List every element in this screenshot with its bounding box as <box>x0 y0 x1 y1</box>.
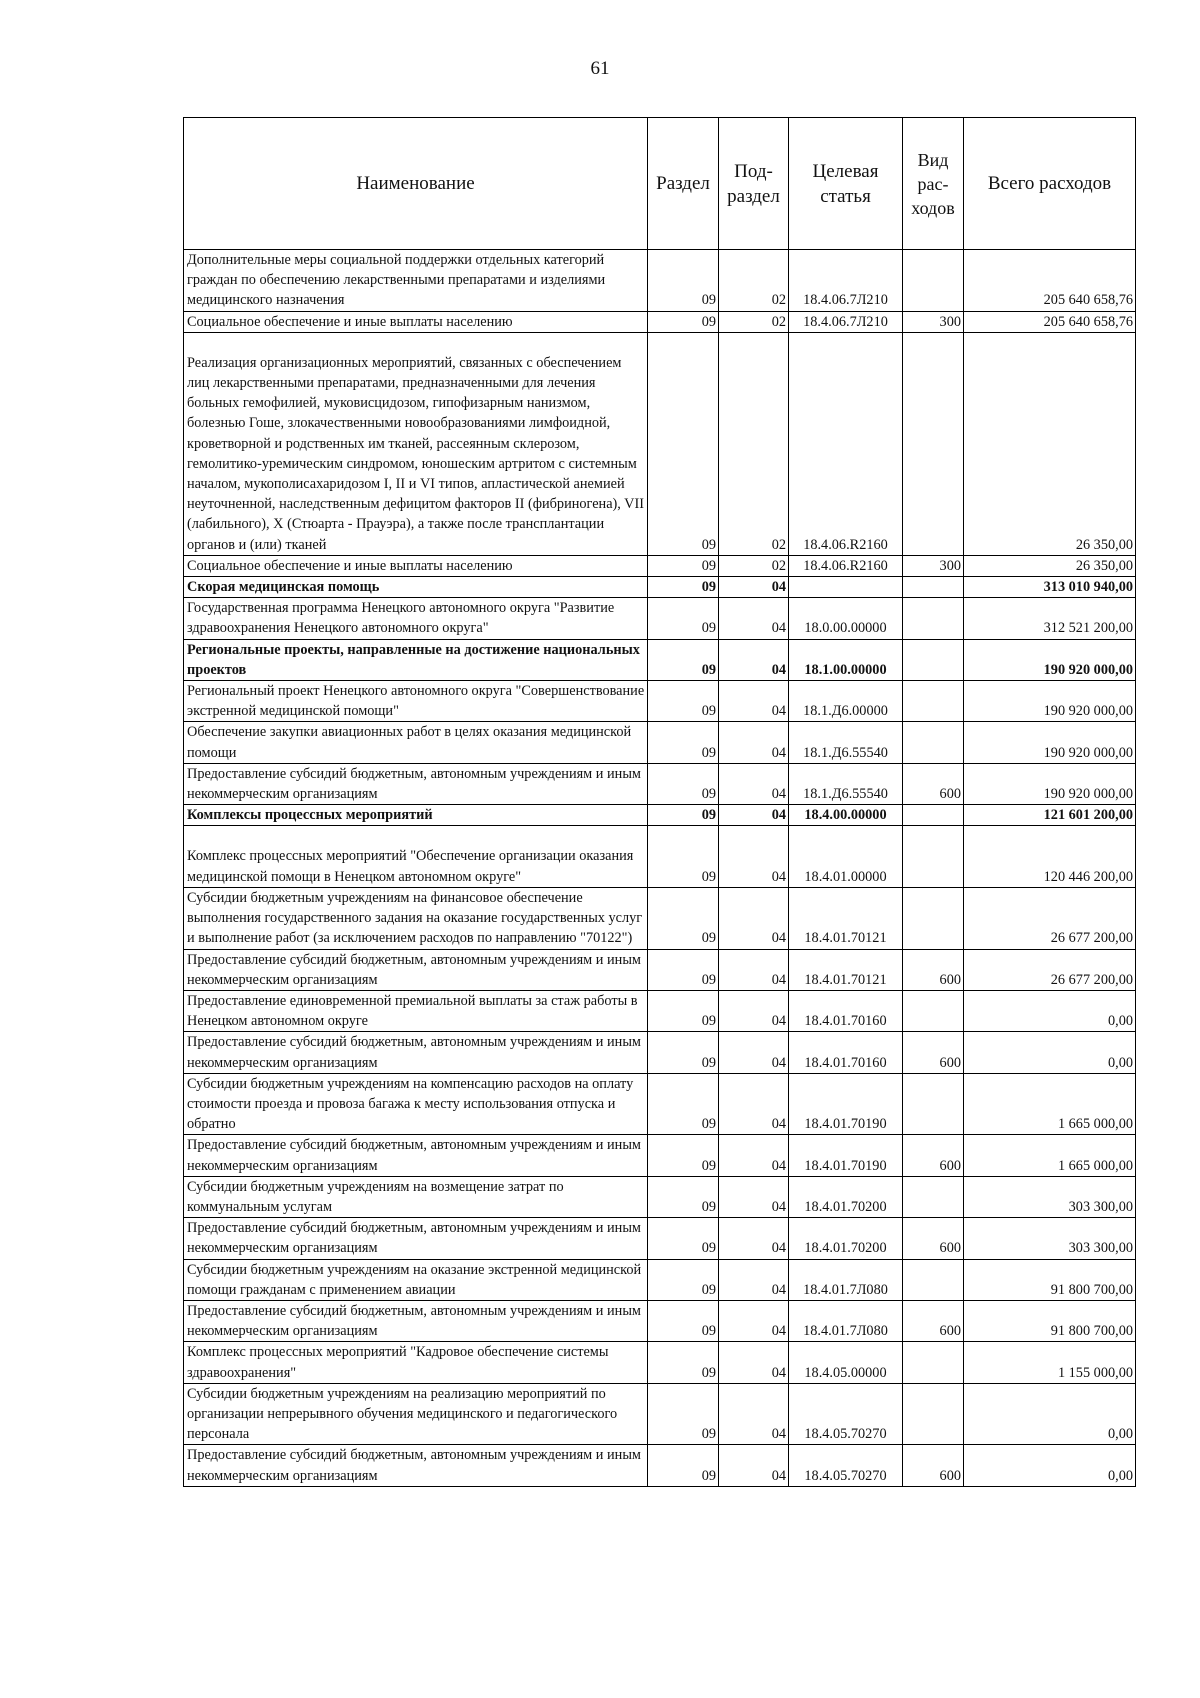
row-kind <box>903 1342 964 1383</box>
row-name: Предоставление субсидий бюджетным, автономным учреждениям и иным некоммерческим организациям <box>184 1300 648 1341</box>
row-subsection: 04 <box>719 887 789 949</box>
row-section: 09 <box>648 555 719 576</box>
row-total: 26 350,00 <box>964 332 1136 555</box>
row-target: 18.1.00.00000 <box>789 639 903 680</box>
row-subsection: 04 <box>719 598 789 639</box>
row-kind <box>903 1259 964 1300</box>
row-subsection: 04 <box>719 1300 789 1341</box>
row-subsection: 04 <box>719 722 789 763</box>
row-name: Государственная программа Ненецкого автономного округа "Развитие здравоохранения Ненецкого автономного округа" <box>184 598 648 639</box>
row-total: 313 010 940,00 <box>964 577 1136 598</box>
row-total: 26 350,00 <box>964 555 1136 576</box>
row-name: Субсидии бюджетным учреждениям на финансовое обеспечение выполнения государственного задания на оказание государственных услуг и выполнение работ (за исключением расходов по направлению "70122") <box>184 887 648 949</box>
row-name: Социальное обеспечение и иные выплаты населению <box>184 311 648 332</box>
row-target: 18.4.01.70190 <box>789 1135 903 1176</box>
row-total: 26 677 200,00 <box>964 887 1136 949</box>
row-section: 09 <box>648 1259 719 1300</box>
row-section: 09 <box>648 1073 719 1135</box>
row-section: 09 <box>648 639 719 680</box>
row-name: Субсидии бюджетным учреждениям на реализацию мероприятий по организации непрерывного обучения медицинского и педагогического персонала <box>184 1383 648 1445</box>
budget-table <box>183 117 1136 1487</box>
row-name: Предоставление субсидий бюджетным, автономным учреждениям и иным некоммерческим организациям <box>184 1445 648 1486</box>
header-kind: Вид рас-ходов <box>903 118 964 250</box>
row-name: Комплексы процессных мероприятий <box>184 805 648 826</box>
row-total: 0,00 <box>964 1445 1136 1486</box>
row-subsection: 04 <box>719 763 789 804</box>
row-section: 09 <box>648 990 719 1031</box>
table-row <box>184 1073 1136 1135</box>
row-subsection: 04 <box>719 1073 789 1135</box>
row-kind <box>903 1073 964 1135</box>
row-section: 09 <box>648 332 719 555</box>
table-row <box>184 1032 1136 1073</box>
row-subsection: 04 <box>719 639 789 680</box>
row-kind <box>903 598 964 639</box>
row-subsection: 04 <box>719 949 789 990</box>
row-section: 09 <box>648 1342 719 1383</box>
row-target: 18.4.01.70200 <box>789 1218 903 1259</box>
row-kind <box>903 577 964 598</box>
row-kind <box>903 887 964 949</box>
row-section: 09 <box>648 250 719 312</box>
row-target: 18.4.06.R2160 <box>789 555 903 576</box>
table-row <box>184 949 1136 990</box>
row-name: Предоставление субсидий бюджетным, автономным учреждениям и иным некоммерческим организациям <box>184 1135 648 1176</box>
row-total: 205 640 658,76 <box>964 311 1136 332</box>
row-kind <box>903 332 964 555</box>
row-total: 190 920 000,00 <box>964 639 1136 680</box>
header-total: Всего расходов <box>964 118 1136 250</box>
row-section: 09 <box>648 1383 719 1445</box>
table-row <box>184 722 1136 763</box>
row-subsection: 02 <box>719 311 789 332</box>
row-name: Субсидии бюджетным учреждениям на возмещение затрат по коммунальным услугам <box>184 1176 648 1217</box>
row-kind: 600 <box>903 1445 964 1486</box>
row-target: 18.1.Д6.55540 <box>789 763 903 804</box>
row-total: 0,00 <box>964 1383 1136 1445</box>
row-target <box>789 577 903 598</box>
row-section: 09 <box>648 1445 719 1486</box>
row-target: 18.4.01.70121 <box>789 949 903 990</box>
row-total: 312 521 200,00 <box>964 598 1136 639</box>
table-row <box>184 250 1136 312</box>
row-name: Предоставление субсидий бюджетным, автономным учреждениям и иным некоммерческим организациям <box>184 763 648 804</box>
table-row <box>184 598 1136 639</box>
row-total: 1 665 000,00 <box>964 1135 1136 1176</box>
row-name: Реализация организационных мероприятий, связанных с обеспечением лиц лекарственными препаратами, предназначенными для лечения больных гемофилией, муковисцидозом, гипофизарным нанизмом, болезнью Гоше, злокачественными новообразованиями лимфоидной, кроветворной и родственных им тканей, рассеянным склерозом, гемолитико-уремическим синдромом, юношеским артритом с системным началом, мукополисахаридозом I, II и VI типов, апластической анемией неуточненной, наследственным дефицитом факторов II (фибриногена), VII (лабильного), X (Стюарта - Прауэра), а также после трансплантации органов и (или) тканей <box>184 332 648 555</box>
row-target: 18.4.01.70160 <box>789 990 903 1031</box>
row-total: 205 640 658,76 <box>964 250 1136 312</box>
row-total: 91 800 700,00 <box>964 1300 1136 1341</box>
row-section: 09 <box>648 1218 719 1259</box>
row-target: 18.4.01.00000 <box>789 826 903 887</box>
row-subsection: 04 <box>719 1342 789 1383</box>
table-row <box>184 577 1136 598</box>
row-target: 18.4.01.70190 <box>789 1073 903 1135</box>
row-target: 18.1.Д6.55540 <box>789 722 903 763</box>
row-target: 18.4.06.R2160 <box>789 332 903 555</box>
row-total: 0,00 <box>964 990 1136 1031</box>
table-body <box>184 250 1136 1487</box>
table-row <box>184 1445 1136 1486</box>
row-section: 09 <box>648 805 719 826</box>
row-total: 26 677 200,00 <box>964 949 1136 990</box>
row-target: 18.4.01.70160 <box>789 1032 903 1073</box>
row-total: 120 446 200,00 <box>964 826 1136 887</box>
row-subsection: 04 <box>719 1032 789 1073</box>
row-kind <box>903 1383 964 1445</box>
row-target: 18.0.00.00000 <box>789 598 903 639</box>
row-subsection: 04 <box>719 990 789 1031</box>
row-kind <box>903 639 964 680</box>
row-total: 91 800 700,00 <box>964 1259 1136 1300</box>
row-subsection: 04 <box>719 805 789 826</box>
row-subsection: 02 <box>719 332 789 555</box>
row-target: 18.4.01.7Л080 <box>789 1259 903 1300</box>
row-subsection: 04 <box>719 1383 789 1445</box>
row-kind: 600 <box>903 1218 964 1259</box>
header-section: Раздел <box>648 118 719 250</box>
row-kind <box>903 681 964 722</box>
table-row <box>184 311 1136 332</box>
page-number: 61 <box>590 58 610 79</box>
row-total: 190 920 000,00 <box>964 681 1136 722</box>
table-row <box>184 332 1136 555</box>
row-section: 09 <box>648 826 719 887</box>
row-name: Субсидии бюджетным учреждениям на оказание экстренной медицинской помощи гражданам с применением авиации <box>184 1259 648 1300</box>
row-name: Комплекс процессных мероприятий "Обеспечение организации оказания медицинской помощи в Ненецком автономном округе" <box>184 826 648 887</box>
row-section: 09 <box>648 1032 719 1073</box>
row-section: 09 <box>648 887 719 949</box>
row-section: 09 <box>648 311 719 332</box>
row-section: 09 <box>648 1135 719 1176</box>
row-section: 09 <box>648 1300 719 1341</box>
row-total: 121 601 200,00 <box>964 805 1136 826</box>
table-row <box>184 1135 1136 1176</box>
table-row <box>184 990 1136 1031</box>
row-kind <box>903 250 964 312</box>
row-section: 09 <box>648 577 719 598</box>
row-target: 18.4.05.70270 <box>789 1383 903 1445</box>
row-name: Региональные проекты, направленные на достижение национальных проектов <box>184 639 648 680</box>
table-row <box>184 1300 1136 1341</box>
row-name: Предоставление субсидий бюджетным, автономным учреждениям и иным некоммерческим организациям <box>184 1032 648 1073</box>
row-section: 09 <box>648 681 719 722</box>
row-kind: 600 <box>903 1032 964 1073</box>
row-target: 18.4.06.7Л210 <box>789 311 903 332</box>
table-row <box>184 805 1136 826</box>
row-subsection: 02 <box>719 555 789 576</box>
row-kind <box>903 805 964 826</box>
header-name: Наименование <box>184 118 648 250</box>
header-target: Целевая статья <box>789 118 903 250</box>
row-kind: 600 <box>903 763 964 804</box>
row-subsection: 02 <box>719 250 789 312</box>
row-subsection: 04 <box>719 1218 789 1259</box>
row-total: 1 665 000,00 <box>964 1073 1136 1135</box>
row-target: 18.4.01.70200 <box>789 1176 903 1217</box>
table-row <box>184 1218 1136 1259</box>
table-row <box>184 1176 1136 1217</box>
row-target: 18.4.05.00000 <box>789 1342 903 1383</box>
row-name: Дополнительные меры социальной поддержки отдельных категорий граждан по обеспечению лекарственными препаратами и изделиями медицинского назначения <box>184 250 648 312</box>
row-total: 303 300,00 <box>964 1218 1136 1259</box>
row-section: 09 <box>648 763 719 804</box>
row-name: Социальное обеспечение и иные выплаты населению <box>184 555 648 576</box>
row-target: 18.4.01.70121 <box>789 887 903 949</box>
row-kind: 600 <box>903 1300 964 1341</box>
row-subsection: 04 <box>719 1445 789 1486</box>
table-row <box>184 681 1136 722</box>
table-header-row <box>184 118 1136 250</box>
row-target: 18.4.00.00000 <box>789 805 903 826</box>
row-target: 18.4.05.70270 <box>789 1445 903 1486</box>
row-target: 18.4.06.7Л210 <box>789 250 903 312</box>
row-kind <box>903 1176 964 1217</box>
row-name: Скорая медицинская помощь <box>184 577 648 598</box>
row-name: Предоставление субсидий бюджетным, автономным учреждениям и иным некоммерческим организациям <box>184 949 648 990</box>
row-section: 09 <box>648 722 719 763</box>
row-section: 09 <box>648 598 719 639</box>
row-name: Субсидии бюджетным учреждениям на компенсацию расходов на оплату стоимости проезда и провоза багажа к месту использования отпуска и обратно <box>184 1073 648 1135</box>
table-row <box>184 763 1136 804</box>
row-total: 190 920 000,00 <box>964 722 1136 763</box>
row-kind <box>903 722 964 763</box>
table-row <box>184 1259 1136 1300</box>
row-subsection: 04 <box>719 826 789 887</box>
row-total: 0,00 <box>964 1032 1136 1073</box>
row-subsection: 04 <box>719 1135 789 1176</box>
table-row <box>184 887 1136 949</box>
row-name: Обеспечение закупки авиационных работ в целях оказания медицинской помощи <box>184 722 648 763</box>
row-kind: 600 <box>903 949 964 990</box>
row-name: Комплекс процессных мероприятий "Кадровое обеспечение системы здравоохранения" <box>184 1342 648 1383</box>
row-section: 09 <box>648 949 719 990</box>
row-name: Региональный проект Ненецкого автономного округа "Совершенствование экстренной медицинской помощи" <box>184 681 648 722</box>
row-target: 18.1.Д6.00000 <box>789 681 903 722</box>
row-kind <box>903 990 964 1031</box>
table-row <box>184 555 1136 576</box>
row-subsection: 04 <box>719 681 789 722</box>
row-total: 1 155 000,00 <box>964 1342 1136 1383</box>
table-row <box>184 826 1136 887</box>
row-kind: 300 <box>903 555 964 576</box>
row-section: 09 <box>648 1176 719 1217</box>
row-kind: 600 <box>903 1135 964 1176</box>
row-subsection: 04 <box>719 1259 789 1300</box>
row-subsection: 04 <box>719 1176 789 1217</box>
header-subsection: Под-раздел <box>719 118 789 250</box>
row-name: Предоставление субсидий бюджетным, автономным учреждениям и иным некоммерческим организациям <box>184 1218 648 1259</box>
row-kind <box>903 826 964 887</box>
table-row <box>184 1342 1136 1383</box>
row-total: 303 300,00 <box>964 1176 1136 1217</box>
row-kind: 300 <box>903 311 964 332</box>
row-subsection: 04 <box>719 577 789 598</box>
table-row <box>184 639 1136 680</box>
table-row <box>184 1383 1136 1445</box>
row-target: 18.4.01.7Л080 <box>789 1300 903 1341</box>
row-total: 190 920 000,00 <box>964 763 1136 804</box>
row-name: Предоставление единовременной премиальной выплаты за стаж работы в Ненецком автономном округе <box>184 990 648 1031</box>
